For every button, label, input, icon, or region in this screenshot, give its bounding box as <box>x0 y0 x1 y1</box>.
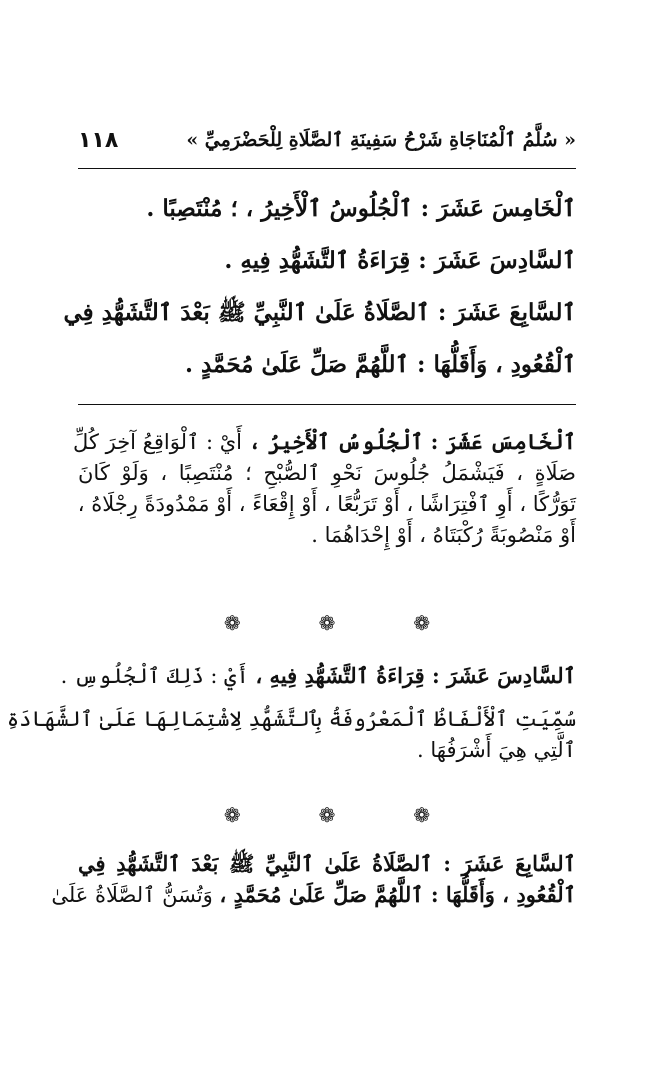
section-ornament <box>78 803 576 827</box>
star-ornament-icon: ❁ <box>223 803 241 827</box>
matn-quote: ٱلسَّادِسَ عَشَرَ : قِرَاءَةُ ٱلتَّشَهُّدِ فِيهِ ، <box>255 663 576 688</box>
sharh-paragraph-1 <box>73 426 576 551</box>
sharh-paragraph-2 <box>6 660 576 766</box>
header-rule <box>78 168 576 169</box>
star-ornament-icon: ❁ <box>318 803 336 827</box>
matn-block <box>63 183 576 391</box>
star-ornament-icon: ❁ <box>318 611 336 635</box>
sharh-text: أَيْ : ذَلِكَ ٱلْجُلُوسِ . <box>60 664 256 688</box>
sharh-line <box>73 426 576 458</box>
matn-line: ٱلسَّابِعَ عَشَرَ : ٱلصَّلَاةُ عَلَىٰ ٱلنَّبِيِّ ﷺ بَعْدَ ٱلتَّشَهُّدِ فِي <box>63 299 576 326</box>
sharh-line: تَوَرُّكًا ، أَوِ ٱفْتِرَاشًا ، أَوْ تَرَبُّعًا ، أَوْ إِقْعَاءً ، أَوْ مَمْدُودَةً رِجْلَاهُ ، <box>77 492 576 516</box>
matn-line: ٱلسَّادِسَ عَشَرَ : قِرَاءَةُ ٱلتَّشَهُّدِ فِيهِ . <box>224 247 576 274</box>
sharh-text: وَتُسَنُّ ٱلصَّلَاةُ عَلَىٰ <box>51 883 220 907</box>
matn-quote: ٱلْقُعُودِ ، وَأَقَلُّهَا : ٱللَّهُمَّ صَلِّ عَلَىٰ مُحَمَّدٍ ، <box>219 882 576 907</box>
sharh-line: أَوْ مَنْصُوبَةً رُكْبَتَاهُ ، أَوْ إِحْدَاهُمَا . <box>311 523 576 547</box>
star-ornament-icon: ❁ <box>413 803 431 827</box>
sharh-line: ٱلَّتِي هِيَ أَشْرَفُهَا . <box>417 738 576 762</box>
star-ornament-icon: ❁ <box>223 611 241 635</box>
matn-line: ٱلْقُعُودِ ، وَأَقَلُّهَا : ٱللَّهُمَّ صَلِّ عَلَىٰ مُحَمَّدٍ . <box>184 351 576 378</box>
sharh-paragraph-3 <box>51 848 576 911</box>
matn-quote: ٱلْخَامِسَ عَشَرَ : ٱلْجُلُوسُ ٱلْأَخِيرُ ، <box>248 429 576 454</box>
page-number: ١١٨ <box>78 127 119 153</box>
sharh-line: صَلَاةٍ ، فَيَشْمَلُ جُلُوسَ نَحْوِ ٱلصُّبْحِ ؛ مُنْتَصِبًا ، وَلَوْ كَانَ <box>78 461 576 485</box>
page-header <box>78 122 576 158</box>
sharh-line: سُمِّيَتِ ٱلْأَلْفَاظُ ٱلْمَعْرُوفَةُ بِٱلتَّشَهُّدِ لِاشْتِمَالِهَا عَلَىٰ ٱلشَّهَادَةِ <box>6 707 576 731</box>
section-ornament <box>78 611 576 635</box>
sharh-text: أَيْ : ٱلْوَاقِعُ آخِرَ كُلِّ <box>73 430 249 454</box>
sharh-line <box>60 660 576 692</box>
star-ornament-icon: ❁ <box>413 611 431 635</box>
section-divider <box>78 404 576 405</box>
running-title: « سُلَّمُ ٱلْمُنَاجَاةِ شَرْحُ سَفِينَةِ ٱلصَّلَاةِ لِلْحَضْرَمِيِّ » <box>186 129 576 151</box>
sharh-line <box>51 879 576 911</box>
matn-line: ٱلْخَامِسَ عَشَرَ : ٱلْجُلُوسُ ٱلْأَخِيرُ ، ؛ مُنْتَصِبًا . <box>146 195 576 222</box>
matn-quote: ٱلسَّابِعَ عَشَرَ : ٱلصَّلَاةُ عَلَىٰ ٱلنَّبِيِّ ﷺ بَعْدَ ٱلتَّشَهُّدِ فِي <box>78 851 576 876</box>
